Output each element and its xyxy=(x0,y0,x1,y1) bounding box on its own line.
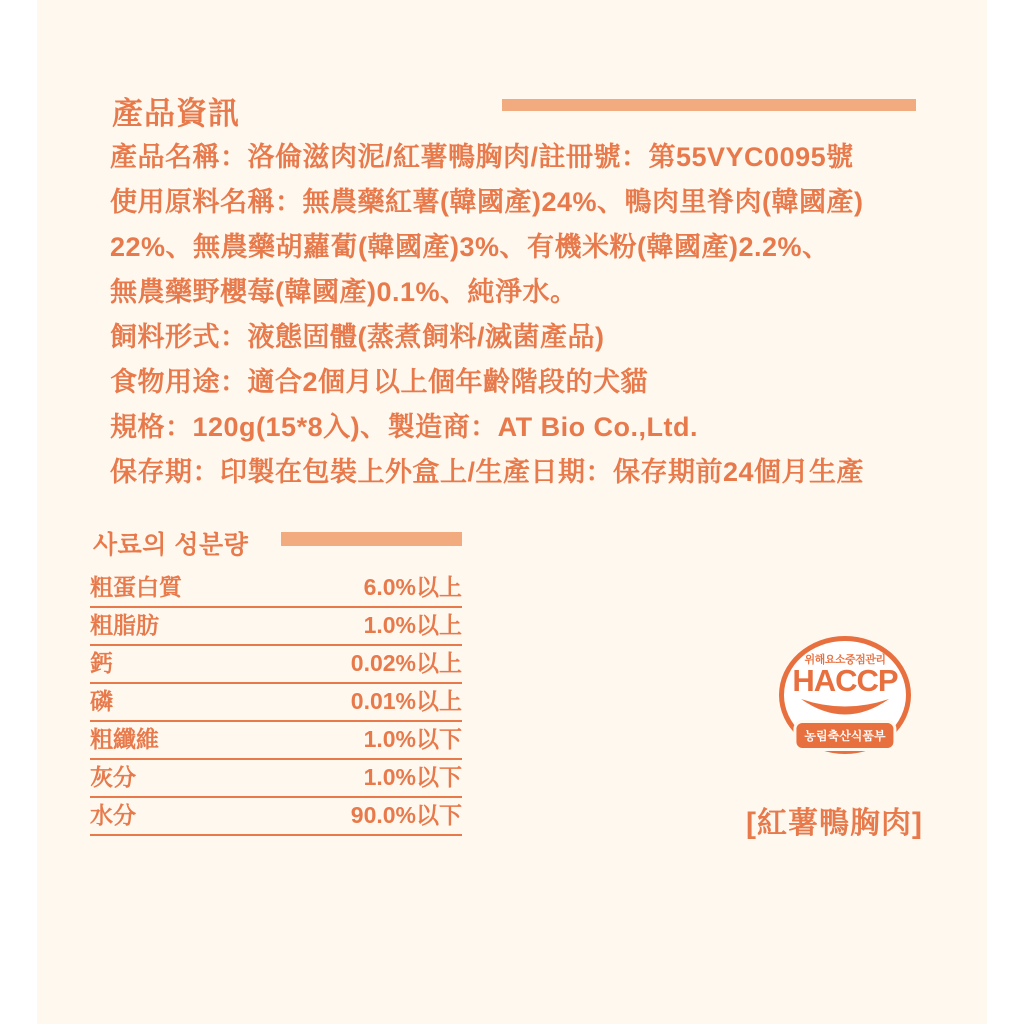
composition-section-title: 사료의 성분량 xyxy=(93,531,249,559)
nutrient-label: 鈣 xyxy=(90,650,113,676)
ingredients-line-2: 22%、無農藥胡蘿蔔(韓國產)3%、有機米粉(韓國產)2.2%、 xyxy=(110,232,830,262)
ingredients-line-3: 無農藥野櫻莓(韓國產)0.1%、純淨水。 xyxy=(110,277,578,307)
haccp-main-text: HACCP xyxy=(792,663,898,698)
feed-form-line: 飼料形式：液態固體(蒸煮飼料/滅菌產品) xyxy=(110,322,605,352)
spec-manufacturer-line: 規格：120g(15*8入)、製造商：AT Bio Co.,Ltd. xyxy=(110,412,699,442)
product-variant-label: [紅薯鴨胸肉] xyxy=(746,807,923,840)
nutrient-value: 0.02%以上 xyxy=(350,650,462,676)
table-row xyxy=(90,760,462,798)
haccp-top-text: 위해요소중점관리 xyxy=(804,654,886,666)
product-details-block xyxy=(110,135,864,495)
haccp-certification-badge xyxy=(779,636,911,754)
haccp-ministry-banner: 농림축산식품부 xyxy=(793,720,896,751)
food-purpose-line: 食物用途：適合2個月以上個年齡階段的犬貓 xyxy=(110,367,649,397)
nutrient-label: 粗脂肪 xyxy=(90,612,159,638)
composition-accent-bar xyxy=(281,532,462,546)
table-row xyxy=(90,570,462,608)
ingredients-line-1: 使用原料名稱：無農藥紅薯(韓國產)24%、鴨肉里脊肉(韓國產) xyxy=(110,187,864,217)
nutrient-value: 1.0%以上 xyxy=(363,612,462,638)
title-accent-bar xyxy=(502,99,916,111)
nutrient-value: 1.0%以下 xyxy=(363,726,462,752)
table-row xyxy=(90,684,462,722)
page-title: 產品資訊 xyxy=(112,96,240,131)
table-row xyxy=(90,722,462,760)
table-row xyxy=(90,646,462,684)
nutrient-label: 灰分 xyxy=(90,764,136,790)
nutrient-label: 粗蛋白質 xyxy=(90,574,182,600)
nutrient-value: 1.0%以下 xyxy=(363,764,462,790)
nutrient-value: 0.01%以上 xyxy=(350,688,462,714)
composition-table xyxy=(90,570,462,836)
table-row xyxy=(90,798,462,836)
nutrient-value: 90.0%以下 xyxy=(350,802,462,828)
nutrient-label: 水分 xyxy=(90,802,136,828)
shelf-life-line: 保存期：印製在包裝上外盒上/生產日期：保存期前24個月生產 xyxy=(110,457,865,487)
table-row xyxy=(90,608,462,646)
nutrient-label: 磷 xyxy=(90,688,113,714)
nutrient-label: 粗纖維 xyxy=(90,726,159,752)
product-name-line: 產品名稱：洛倫滋肉泥/紅薯鴨胸肉/註冊號：第55VYC0095號 xyxy=(110,142,854,172)
nutrient-value: 6.0%以上 xyxy=(363,574,462,600)
